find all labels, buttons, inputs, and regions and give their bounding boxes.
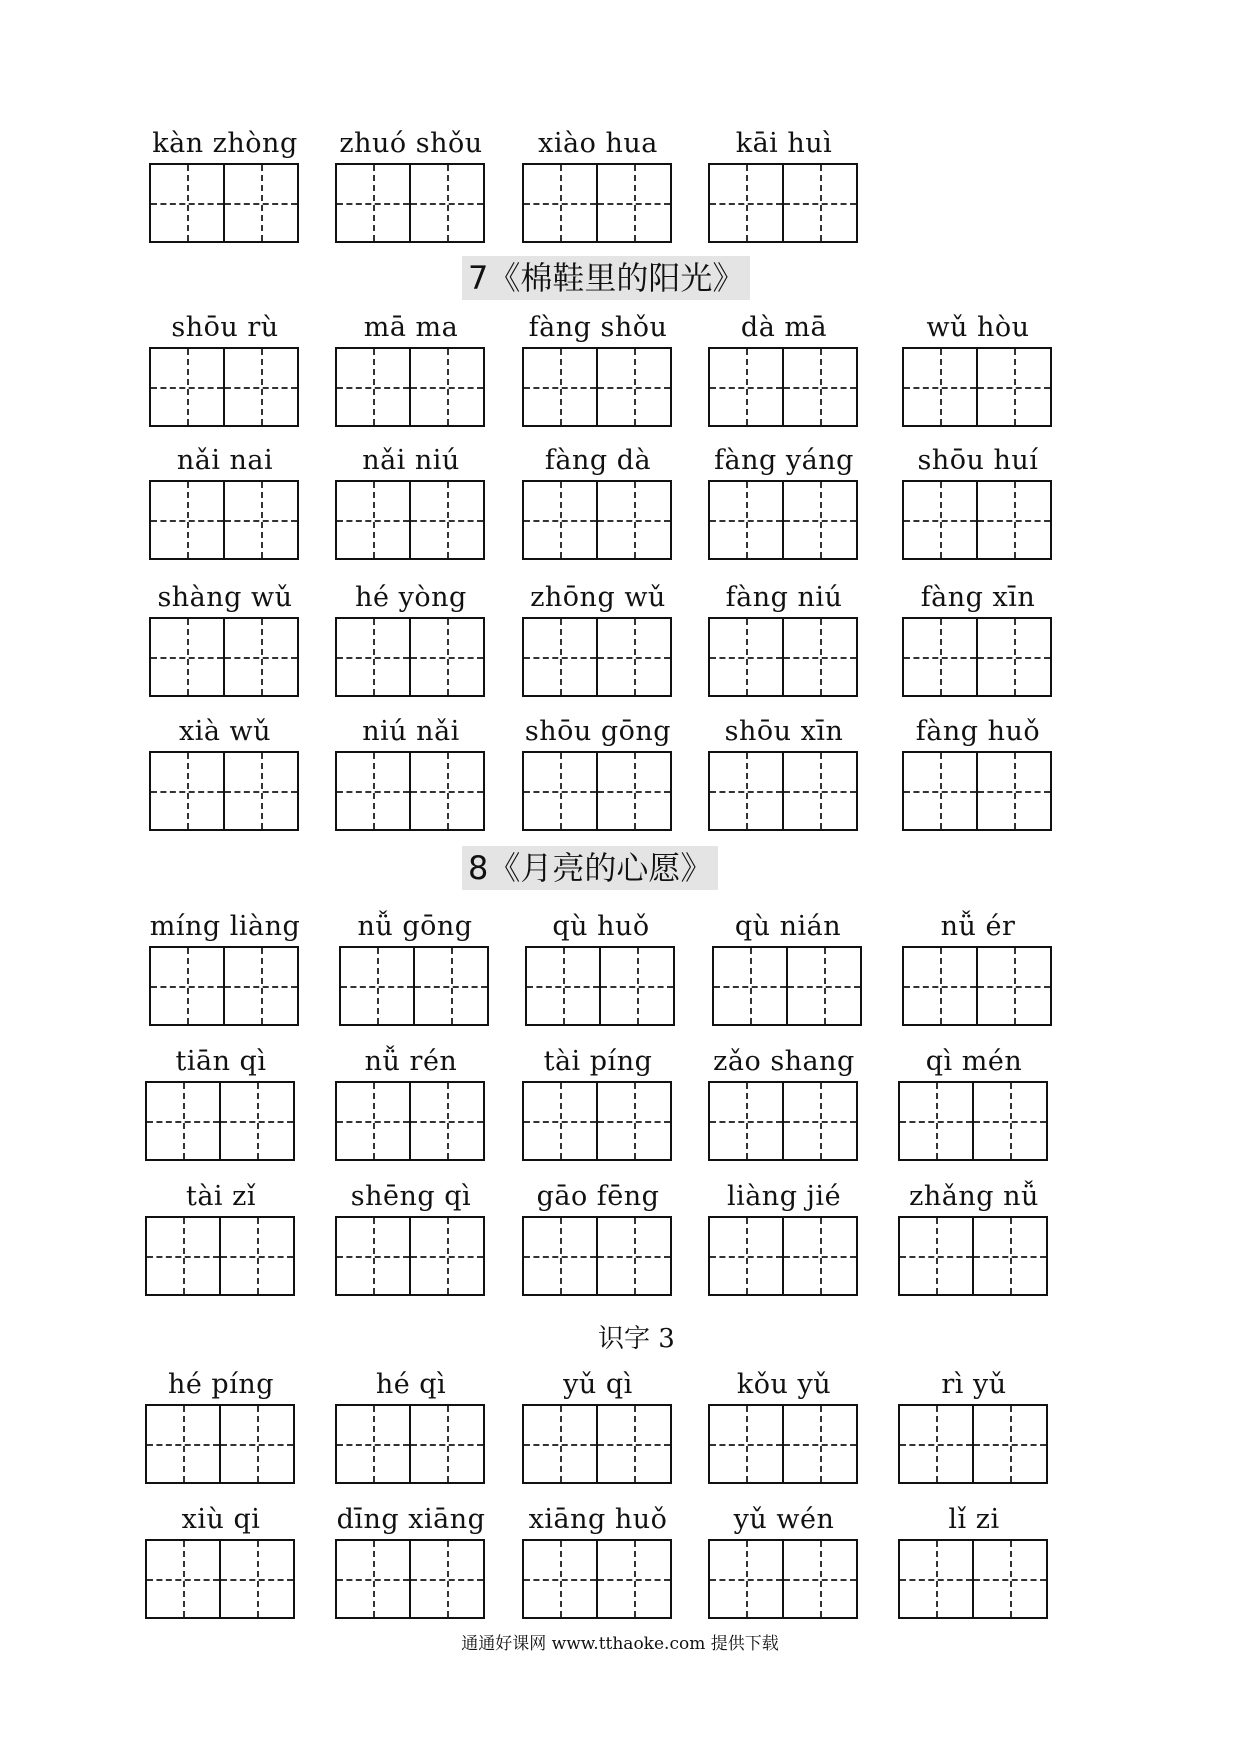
- tian-box: [337, 1218, 409, 1294]
- tian-box: [223, 482, 297, 558]
- writing-grid: [708, 1216, 858, 1296]
- word-cell: [335, 910, 495, 1040]
- tian-box: [596, 1541, 670, 1617]
- pinyin-label: fàng yáng: [714, 445, 854, 476]
- word-cell: [331, 311, 491, 441]
- writing-grid: [339, 946, 489, 1026]
- tian-box: [714, 948, 786, 1024]
- tian-box: [782, 1541, 856, 1617]
- tian-box: [596, 349, 670, 425]
- word-cell: [898, 444, 1058, 574]
- tian-box: [337, 1406, 409, 1482]
- pinyin-label: fàng dà: [544, 445, 652, 476]
- tian-box: [524, 1541, 596, 1617]
- word-cell: [518, 311, 678, 441]
- tian-box: [786, 948, 860, 1024]
- tian-box: [409, 1218, 483, 1294]
- tian-box: [337, 1541, 409, 1617]
- tian-box: [900, 1406, 972, 1482]
- tian-box: [147, 1083, 219, 1159]
- tian-box: [782, 753, 856, 829]
- writing-grid: [708, 163, 858, 243]
- pinyin-label: nǚ ér: [940, 911, 1016, 942]
- pinyin-label: nǚ gōng: [357, 911, 473, 942]
- tian-box: [596, 482, 670, 558]
- tian-box: [710, 349, 782, 425]
- word-cell: [331, 444, 491, 574]
- tian-box: [524, 753, 596, 829]
- writing-grid: [522, 1404, 672, 1484]
- word-row: [0, 311, 1240, 441]
- word-cell: [898, 715, 1058, 845]
- word-cell: [331, 1368, 491, 1498]
- writing-grid: [149, 163, 299, 243]
- writing-grid: [902, 480, 1052, 560]
- tian-box: [151, 349, 223, 425]
- word-cell: [894, 1045, 1054, 1175]
- writing-grid: [522, 1539, 672, 1619]
- pinyin-label: qì mén: [925, 1046, 1023, 1077]
- tian-box: [337, 349, 409, 425]
- pinyin-label: xiù qi: [181, 1504, 261, 1535]
- word-cell: [331, 127, 491, 257]
- pinyin-label: zhǎng nǚ: [909, 1181, 1039, 1212]
- word-cell: [704, 1045, 864, 1175]
- tian-box: [341, 948, 413, 1024]
- tian-box: [904, 753, 976, 829]
- tian-box: [409, 349, 483, 425]
- tian-box: [782, 1083, 856, 1159]
- tian-box: [409, 482, 483, 558]
- tian-box: [596, 753, 670, 829]
- pinyin-label: shōu xīn: [724, 716, 844, 747]
- word-cell: [704, 1180, 864, 1310]
- writing-grid: [335, 1539, 485, 1619]
- writing-grid: [335, 1404, 485, 1484]
- writing-grid: [335, 480, 485, 560]
- pinyin-label: shàng wǔ: [157, 582, 293, 613]
- tian-box: [596, 1218, 670, 1294]
- word-cell: [704, 581, 864, 711]
- word-cell: [521, 910, 681, 1040]
- word-cell: [898, 581, 1058, 711]
- tian-box: [409, 1083, 483, 1159]
- word-cell: [704, 127, 864, 257]
- word-cell: [331, 1180, 491, 1310]
- tian-box: [710, 1541, 782, 1617]
- pinyin-label: shōu huí: [917, 445, 1039, 476]
- word-cell: [704, 715, 864, 845]
- writing-grid: [708, 751, 858, 831]
- word-row: [0, 910, 1240, 1040]
- tian-box: [219, 1083, 293, 1159]
- tian-box: [151, 948, 223, 1024]
- writing-grid: [522, 617, 672, 697]
- writing-grid: [525, 946, 675, 1026]
- tian-box: [151, 482, 223, 558]
- tian-box: [782, 619, 856, 695]
- word-cell: [518, 127, 678, 257]
- writing-grid: [522, 751, 672, 831]
- tian-box: [337, 1083, 409, 1159]
- pinyin-label: nǎi niú: [362, 445, 460, 476]
- pinyin-label: lǐ zi: [948, 1504, 1000, 1535]
- writing-grid: [708, 1081, 858, 1161]
- writing-grid: [145, 1539, 295, 1619]
- tian-box: [972, 1083, 1046, 1159]
- word-cell: [145, 127, 305, 257]
- footer-credit: 通通好课网 www.tthaoke.com 提供下载: [461, 1634, 779, 1654]
- pinyin-label: fàng shǒu: [528, 312, 668, 343]
- tian-box: [596, 165, 670, 241]
- tian-box: [409, 1406, 483, 1482]
- pinyin-label: xià wǔ: [178, 716, 272, 747]
- pinyin-label: hé yòng: [355, 582, 467, 613]
- tian-box: [147, 1218, 219, 1294]
- tian-box: [710, 1406, 782, 1482]
- word-cell: [518, 715, 678, 845]
- word-cell: [145, 444, 305, 574]
- tian-box: [710, 1218, 782, 1294]
- writing-grid: [522, 347, 672, 427]
- writing-grid: [708, 1404, 858, 1484]
- writing-grid: [902, 617, 1052, 697]
- writing-grid: [145, 1404, 295, 1484]
- lesson-title: 识字 3: [598, 1324, 675, 1354]
- tian-box: [219, 1541, 293, 1617]
- pinyin-label: niú nǎi: [362, 716, 460, 747]
- tian-box: [524, 619, 596, 695]
- tian-box: [710, 753, 782, 829]
- tian-box: [900, 1218, 972, 1294]
- pinyin-label: kǒu yǔ: [736, 1369, 832, 1400]
- pinyin-label: yǔ qì: [563, 1369, 633, 1400]
- word-cell: [518, 581, 678, 711]
- tian-box: [337, 482, 409, 558]
- tian-box: [782, 482, 856, 558]
- tian-box: [524, 1218, 596, 1294]
- tian-box: [219, 1406, 293, 1482]
- tian-box: [151, 753, 223, 829]
- writing-grid: [335, 1216, 485, 1296]
- word-cell: [708, 910, 868, 1040]
- tian-box: [976, 482, 1050, 558]
- tian-box: [599, 948, 673, 1024]
- tian-box: [223, 349, 297, 425]
- word-cell: [894, 1180, 1054, 1310]
- word-cell: [518, 1045, 678, 1175]
- pinyin-label: rì yǔ: [941, 1369, 1007, 1400]
- tian-box: [524, 165, 596, 241]
- pinyin-label: kāi huì: [735, 128, 833, 159]
- tian-box: [337, 753, 409, 829]
- pinyin-label: nǎi nai: [176, 445, 274, 476]
- pinyin-label: dà mā: [740, 312, 828, 343]
- writing-grid: [522, 1081, 672, 1161]
- tian-box: [710, 1083, 782, 1159]
- tian-box: [900, 1541, 972, 1617]
- pinyin-label: fàng niú: [725, 582, 843, 613]
- word-cell: [894, 1368, 1054, 1498]
- writing-grid: [149, 946, 299, 1026]
- tian-box: [972, 1541, 1046, 1617]
- pinyin-label: liàng jié: [726, 1181, 842, 1212]
- word-cell: [518, 1368, 678, 1498]
- writing-grid: [898, 1404, 1048, 1484]
- pinyin-label: zhōng wǔ: [530, 582, 666, 613]
- pinyin-label: kàn zhòng: [152, 128, 298, 159]
- tian-box: [976, 619, 1050, 695]
- pinyin-label: xiāng huǒ: [528, 1504, 668, 1535]
- pinyin-label: dīng xiāng: [336, 1504, 486, 1535]
- word-cell: [141, 1503, 301, 1633]
- tian-box: [524, 1083, 596, 1159]
- tian-box: [972, 1406, 1046, 1482]
- writing-grid: [149, 751, 299, 831]
- writing-grid: [145, 1081, 295, 1161]
- word-cell: [704, 444, 864, 574]
- pinyin-label: hé qì: [375, 1369, 447, 1400]
- pinyin-label: míng liàng: [149, 911, 301, 942]
- tian-box: [223, 948, 297, 1024]
- tian-box: [782, 165, 856, 241]
- tian-box: [219, 1218, 293, 1294]
- writing-grid: [335, 347, 485, 427]
- word-cell: [145, 910, 305, 1040]
- pinyin-label: fàng huǒ: [915, 716, 1041, 747]
- writing-grid: [522, 1216, 672, 1296]
- word-row: [0, 1503, 1240, 1633]
- writing-grid: [708, 617, 858, 697]
- pinyin-label: shōu gōng: [524, 716, 672, 747]
- tian-box: [524, 1406, 596, 1482]
- tian-box: [976, 948, 1050, 1024]
- word-cell: [145, 311, 305, 441]
- writing-grid: [522, 163, 672, 243]
- tian-box: [976, 349, 1050, 425]
- tian-box: [904, 619, 976, 695]
- tian-box: [596, 1083, 670, 1159]
- word-cell: [894, 1503, 1054, 1633]
- writing-grid: [335, 751, 485, 831]
- word-cell: [518, 1503, 678, 1633]
- tian-box: [972, 1218, 1046, 1294]
- writing-grid: [335, 163, 485, 243]
- tian-box: [409, 619, 483, 695]
- writing-grid: [898, 1539, 1048, 1619]
- pinyin-label: nǚ rén: [364, 1046, 458, 1077]
- tian-box: [151, 619, 223, 695]
- tian-box: [527, 948, 599, 1024]
- tian-box: [596, 619, 670, 695]
- tian-box: [337, 165, 409, 241]
- pinyin-label: fàng xīn: [920, 582, 1036, 613]
- word-cell: [141, 1368, 301, 1498]
- top-row: [0, 127, 1240, 257]
- writing-grid: [335, 1081, 485, 1161]
- word-cell: [704, 1503, 864, 1633]
- word-cell: [145, 715, 305, 845]
- pinyin-label: yǔ wén: [733, 1504, 835, 1535]
- tian-box: [596, 1406, 670, 1482]
- tian-box: [710, 482, 782, 558]
- pinyin-label: hé píng: [167, 1369, 275, 1400]
- word-cell: [704, 311, 864, 441]
- tian-box: [904, 482, 976, 558]
- pinyin-label: qù nián: [734, 911, 842, 942]
- pinyin-label: wǔ hòu: [926, 312, 1030, 343]
- pinyin-label: zǎo shang: [713, 1046, 855, 1077]
- writing-grid: [149, 480, 299, 560]
- writing-grid: [149, 617, 299, 697]
- writing-grid: [708, 480, 858, 560]
- tian-box: [413, 948, 487, 1024]
- writing-grid: [335, 617, 485, 697]
- writing-grid: [898, 1216, 1048, 1296]
- word-cell: [898, 311, 1058, 441]
- word-cell: [518, 1180, 678, 1310]
- tian-box: [409, 165, 483, 241]
- tian-box: [337, 619, 409, 695]
- word-cell: [141, 1045, 301, 1175]
- tian-box: [782, 1218, 856, 1294]
- writing-grid: [149, 347, 299, 427]
- word-row: [0, 715, 1240, 845]
- writing-grid: [902, 751, 1052, 831]
- tian-box: [147, 1406, 219, 1482]
- tian-box: [782, 349, 856, 425]
- pinyin-label: qù huǒ: [552, 911, 650, 942]
- tian-box: [976, 753, 1050, 829]
- tian-box: [524, 349, 596, 425]
- tian-box: [710, 165, 782, 241]
- writing-grid: [898, 1081, 1048, 1161]
- word-row: [0, 1180, 1240, 1310]
- tian-box: [524, 482, 596, 558]
- tian-box: [223, 753, 297, 829]
- word-cell: [898, 910, 1058, 1040]
- tian-box: [904, 349, 976, 425]
- word-cell: [704, 1368, 864, 1498]
- pinyin-label: tài zǐ: [185, 1181, 257, 1212]
- writing-grid: [145, 1216, 295, 1296]
- word-cell: [331, 581, 491, 711]
- tian-box: [147, 1541, 219, 1617]
- writing-grid: [708, 347, 858, 427]
- pinyin-label: zhuó shǒu: [339, 128, 483, 159]
- pinyin-label: mā ma: [363, 312, 459, 343]
- word-cell: [331, 1503, 491, 1633]
- pinyin-label: shōu rù: [171, 312, 279, 343]
- pinyin-label: gāo fēng: [536, 1181, 660, 1212]
- word-row: [0, 444, 1240, 574]
- tian-box: [409, 1541, 483, 1617]
- writing-grid: [902, 946, 1052, 1026]
- pinyin-label: tiān qì: [175, 1046, 267, 1077]
- tian-box: [151, 165, 223, 241]
- writing-grid: [902, 347, 1052, 427]
- word-row: [0, 1368, 1240, 1498]
- tian-box: [710, 619, 782, 695]
- pinyin-label: tài píng: [543, 1046, 653, 1077]
- word-cell: [145, 581, 305, 711]
- tian-box: [900, 1083, 972, 1159]
- word-row: [0, 1045, 1240, 1175]
- word-cell: [331, 715, 491, 845]
- word-row: [0, 581, 1240, 711]
- word-cell: [331, 1045, 491, 1175]
- pinyin-label: xiào hua: [538, 128, 658, 159]
- pinyin-label: shēng qì: [350, 1181, 472, 1212]
- writing-grid: [712, 946, 862, 1026]
- tian-box: [782, 1406, 856, 1482]
- tian-box: [409, 753, 483, 829]
- word-cell: [141, 1180, 301, 1310]
- tian-box: [223, 619, 297, 695]
- tian-box: [223, 165, 297, 241]
- lesson-title: 7《棉鞋里的阳光》: [462, 256, 750, 300]
- writing-grid: [708, 1539, 858, 1619]
- word-cell: [518, 444, 678, 574]
- writing-grid: [522, 480, 672, 560]
- lesson-title: 8《月亮的心愿》: [462, 846, 718, 890]
- tian-box: [904, 948, 976, 1024]
